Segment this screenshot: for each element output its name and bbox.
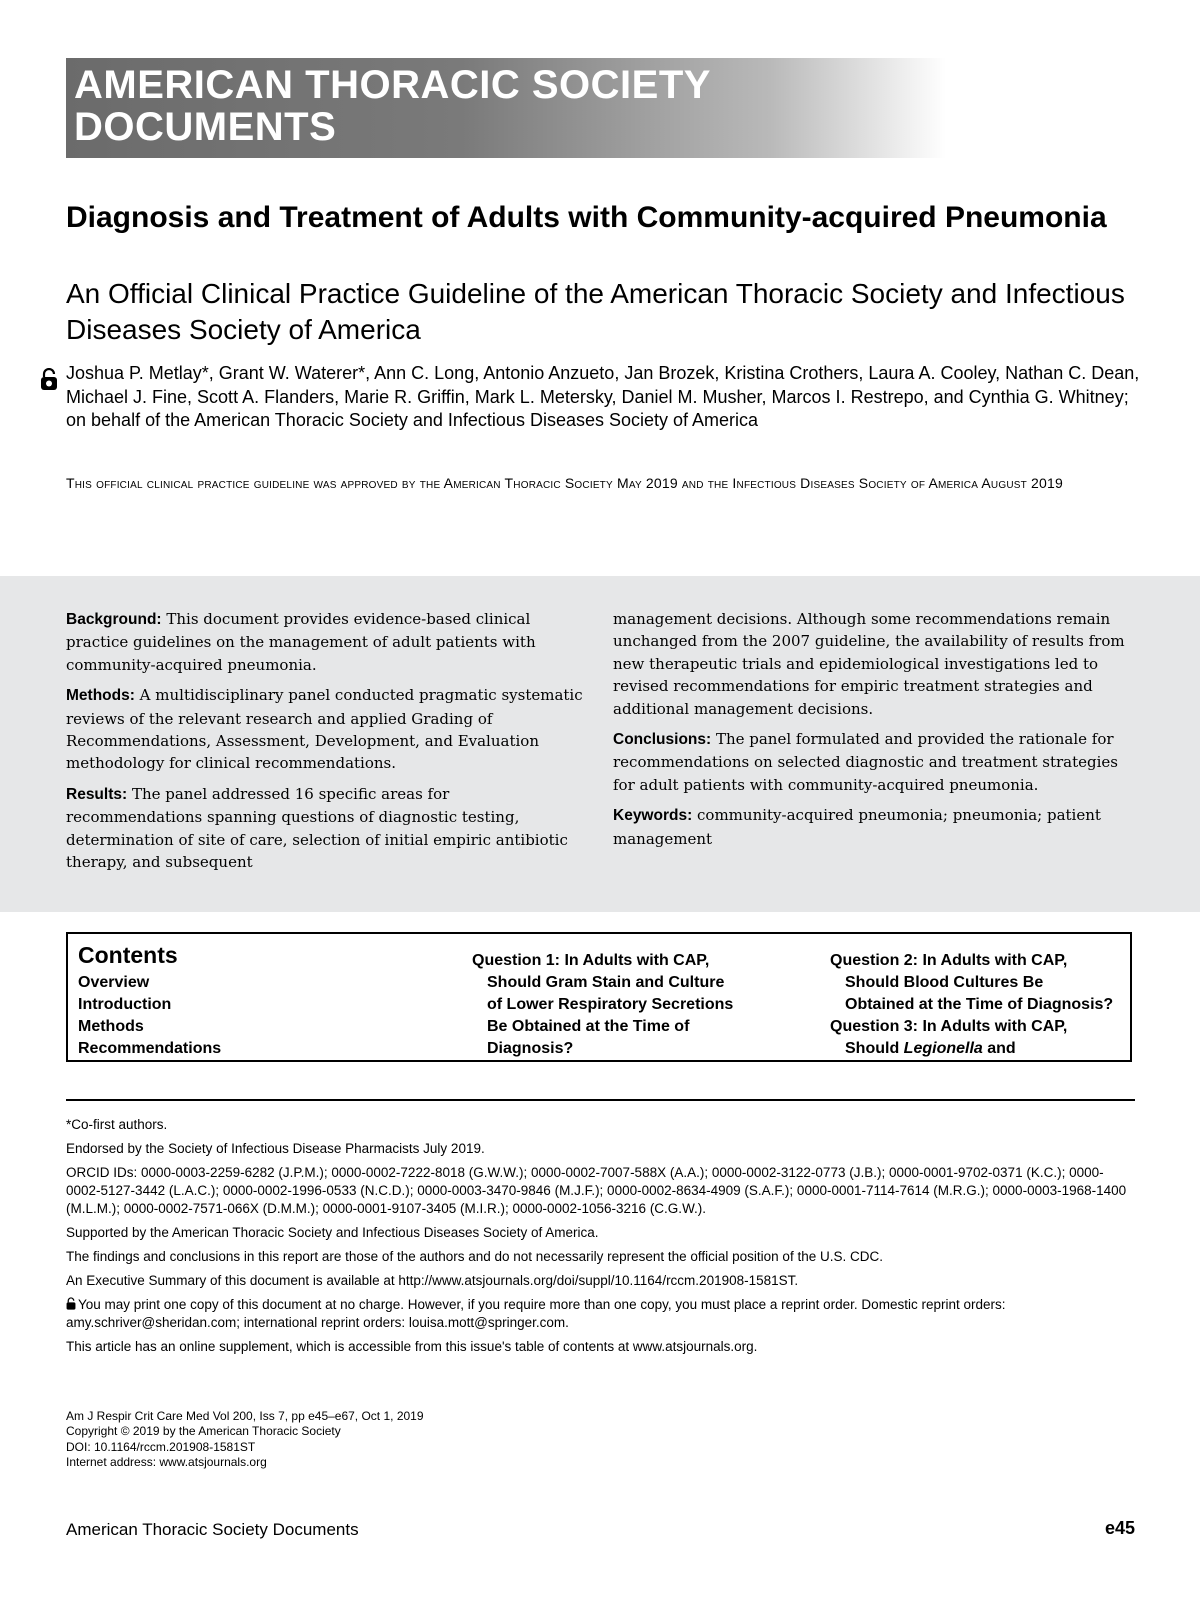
toc-column-3 [830, 950, 1113, 1060]
toc-link-question-2[interactable]: Question 2: In Adults with CAP, [830, 952, 1068, 969]
toc-question-2-line[interactable]: Should Blood Cultures Be [845, 974, 1044, 991]
open-access-lock-icon [40, 368, 58, 390]
article-subtitle: An Official Clinical Practice Guideline of the American Thoracic Society and Infectious Diseases Society of America [66, 278, 1125, 345]
results-label: Results: [66, 785, 128, 803]
article-title: Diagnosis and Treatment of Adults with Community-acquired Pneumonia [66, 201, 1107, 234]
keywords-text: community-acquired pneumonia; pneumonia; patient management [613, 806, 1101, 848]
footnote-cdc: The findings and conclusions in this report are those of the authors and do not necessarily represent the official position of the U.S. CDC. [66, 1249, 883, 1264]
citation-doi: DOI: 10.1164/rccm.201908-1581ST [66, 1439, 256, 1454]
approval-note: This official clinical practice guideline was approved by the American Thoracic Society May 2019 and the Infectious Diseases Society of America August 2019 [66, 475, 1063, 491]
toc-question-1-line[interactable]: Should Gram Stain and Culture [487, 974, 725, 991]
footnote-endorsed: Endorsed by the Society of Infectious Disease Pharmacists July 2019. [66, 1141, 485, 1156]
abstract-keywords [613, 804, 1133, 850]
toc-q3-and: and [987, 1040, 1016, 1057]
abstract-left-column [66, 608, 586, 881]
author-list: Joshua P. Metlay*, Grant W. Waterer*, Ann C. Long, Antonio Anzueto, Jan Brozek, Kristina Crothers, Laura A. Cooley, Nathan C. Dean, Michael J. Fine, Scott A. Flanders, Marie R. Griffin, Mark L. Metersky, Daniel M. Musher, Marcos I. Restrepo, and Cynthia G. Whitney; on behalf of the American Thoracic Society and Infectious Diseases Society of America [66, 363, 1140, 430]
toc-question-1-line[interactable]: Be Obtained at the Time of [487, 1018, 690, 1035]
footnote-supported: Supported by the American Thoracic Society and Infectious Diseases Society of America. [66, 1225, 599, 1240]
abstract-right-column [613, 608, 1133, 858]
toc-link-question-3[interactable]: Question 3: In Adults with CAP, [830, 1018, 1068, 1035]
citation-copyright: Copyright © 2019 by the American Thoracic Society [66, 1424, 341, 1439]
section-banner [66, 58, 946, 158]
abstract-box [0, 576, 1200, 912]
toc-q3-legionella: Legionella [903, 1040, 983, 1057]
footnote-cofirst: *Co-first authors. [66, 1117, 168, 1132]
contents-heading: Contents [78, 942, 178, 968]
toc-column-2 [472, 950, 733, 1060]
banner-line-1: AMERICAN THORACIC SOCIETY [74, 63, 711, 107]
keywords-label: Keywords: [613, 807, 693, 825]
footnote-divider [66, 1099, 1135, 1101]
toc-question-2-line[interactable]: Obtained at the Time of Diagnosis? [845, 996, 1114, 1013]
footnote-reprint [66, 1296, 1136, 1332]
footnote-orcid: ORCID IDs: 0000-0003-2259-6282 (J.P.M.); 0000-0002-7222-8018 (G.W.W.); 0000-0002-7007-588X (A.A.); 0000-0002-3122-0773 (J.B.); 0000-0001-9702-0371 (K.C.); 0000-0002-5127-3442 (L.A.C.); 0000-0002-1996-0533 (N.C.D.); 0000-0003-3470-9846 (M.J.F.); 0000-0002-8634-4909 (S.A.F.); 0000-0001-7114-7614 (M.R.G.); 0000-0003-1968-1400 (M.L.M.); 0000-0002-7571-066X (D.M.M.); 0000-0001-9107-3405 (M.I.R.); 0000-0002-1056-3216 (C.G.W.). [66, 1165, 1127, 1216]
open-access-lock-icon [66, 1297, 76, 1310]
toc-question-1-line[interactable]: of Lower Respiratory Secretions [487, 996, 734, 1013]
footnote-supplement: This article has an online supplement, which is accessible from this issue's table of contents at www.atsjournals.org. [66, 1339, 758, 1354]
background-text: This document provides evidence-based clinical practice guidelines on the management of adult patients with community-acquired pneumonia. [66, 610, 536, 674]
toc-link-methods[interactable]: Methods [78, 1018, 144, 1035]
page-number: e45 [1104, 1518, 1135, 1538]
results-continued: management decisions. Although some recommendations remain unchanged from the 2007 guideline, the availability of results from new therapeutic trials and epidemiological investigations led to revised recommendations for empiric treatment strategies and additional management decisions. [613, 610, 1125, 718]
results-text: The panel addressed 16 specific areas for recommendations spanning questions of diagnostic testing, determination of site of care, selection of initial empiric antibiotic therapy, and subsequent [66, 784, 568, 872]
toc-column-1 [78, 972, 221, 1060]
conclusions-label: Conclusions: [613, 731, 712, 749]
toc-link-overview[interactable]: Overview [78, 974, 150, 991]
reprint-text: You may print one copy of this document at no charge. However, if you require more than one copy, you must place a reprint order. Domestic reprint orders: amy.schriver@sheridan.com; international reprint orders: louisa.mott@springer.com. [66, 1297, 1006, 1330]
contents-box [66, 932, 1132, 1062]
toc-question-1-line[interactable]: Diagnosis? [487, 1040, 574, 1057]
citation-journal: Am J Respir Crit Care Med Vol 200, Iss 7, pp e45–e67, Oct 1, 2019 [66, 1409, 424, 1423]
toc-link-question-1[interactable]: Question 1: In Adults with CAP, [472, 952, 710, 969]
methods-text: A multidisciplinary panel conducted pragmatic systematic reviews of the relevant research and applied Grading of Recommendations, Assessment, Development, and Evaluation methodology for clinical recommendations. [66, 686, 583, 773]
abstract-results [66, 783, 586, 874]
footnote-executive-summary: An Executive Summary of this document is available at http://www.atsjournals.org/doi/suppl/10.1164/rccm.201908-1581ST. [66, 1273, 799, 1288]
abstract-conclusions [613, 728, 1133, 796]
toc-q3-should: Should [845, 1040, 900, 1057]
abstract-background [66, 608, 586, 676]
banner-line-2: DOCUMENTS [74, 105, 337, 149]
abstract-methods [66, 684, 586, 775]
toc-question-3-line[interactable] [830, 1038, 1113, 1060]
conclusions-text: The panel formulated and provided the rationale for recommendations on selected diagnostic and treatment strategies for adult patients with community-acquired pneumonia. [613, 730, 1118, 794]
citation-internet: Internet address: www.atsjournals.org [66, 1455, 267, 1470]
toc-link-introduction[interactable]: Introduction [78, 996, 172, 1013]
footnotes [66, 1116, 1136, 1362]
methods-label: Methods: [66, 687, 135, 705]
toc-link-recommendations[interactable]: Recommendations [78, 1040, 222, 1057]
citation-block [66, 1409, 766, 1471]
background-label: Background: [66, 611, 162, 628]
running-footer: American Thoracic Society Documents [66, 1520, 359, 1539]
